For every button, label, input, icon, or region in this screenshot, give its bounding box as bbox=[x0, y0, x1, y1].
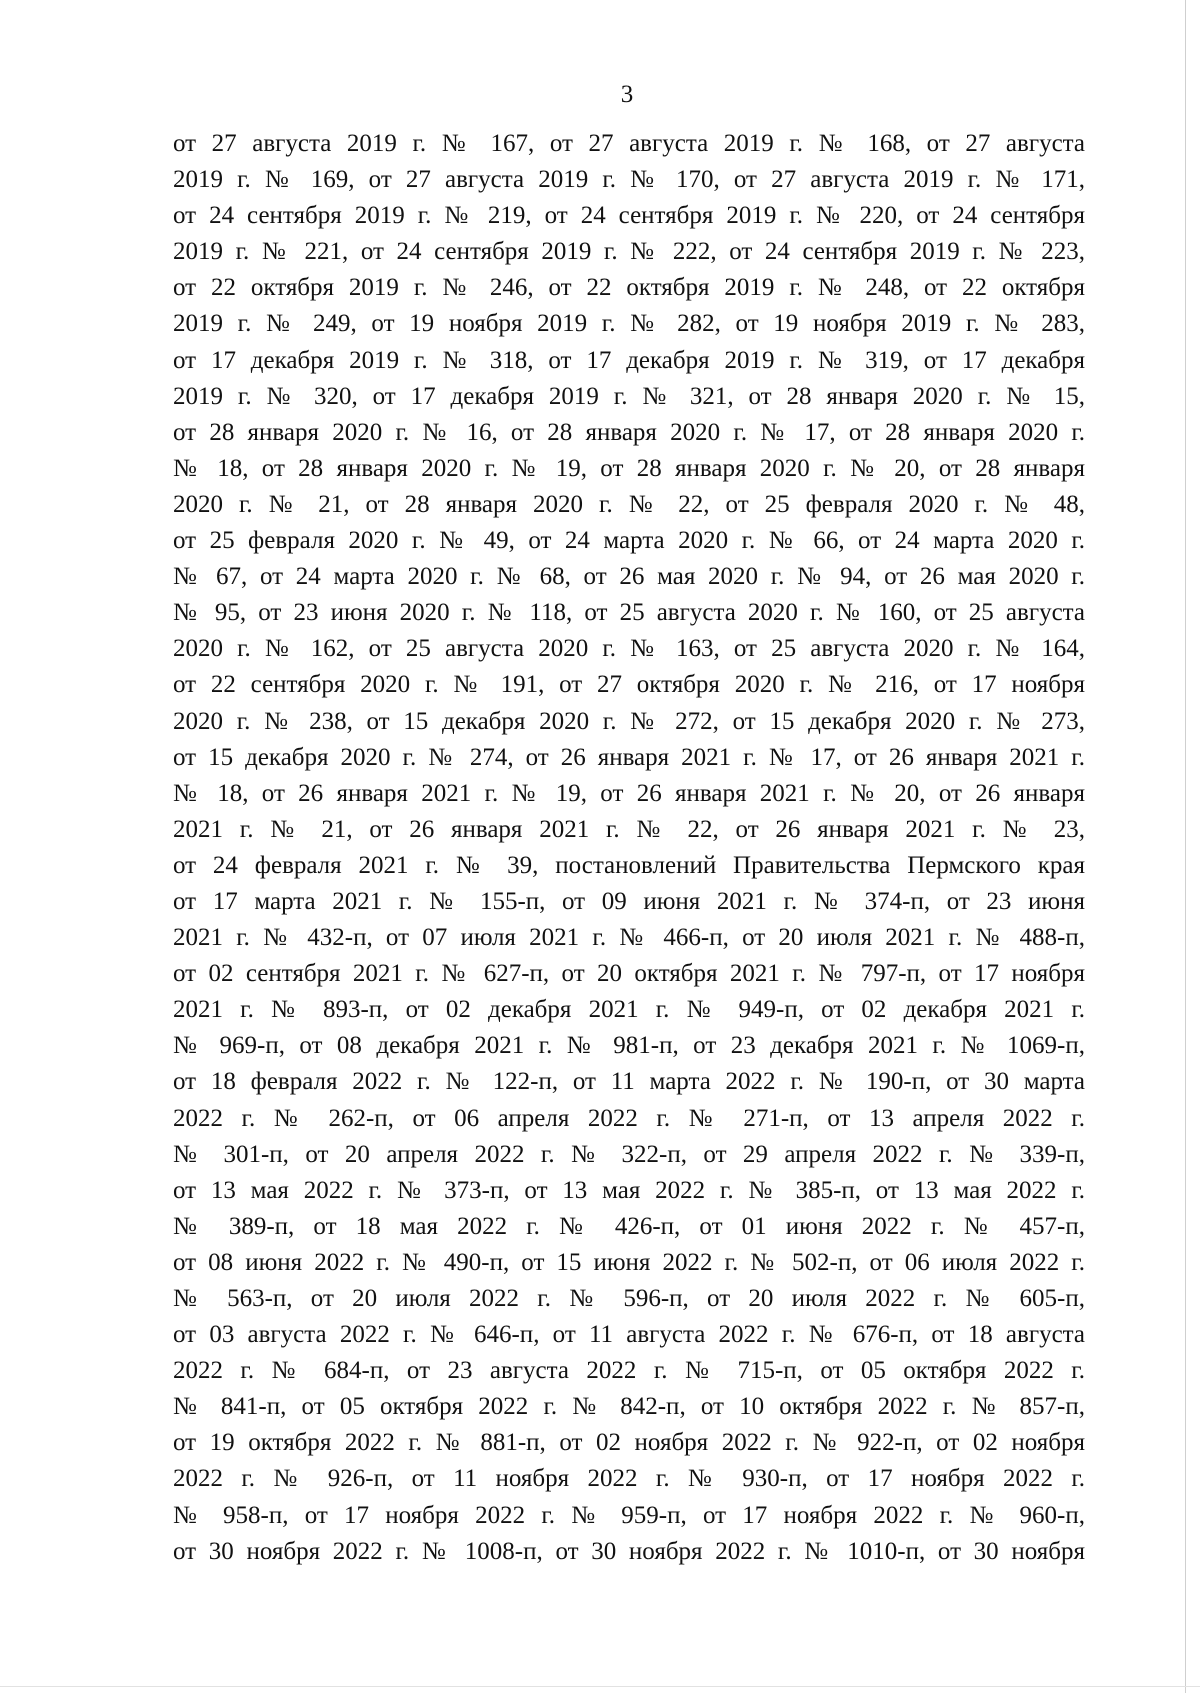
text-line: 2022 г. № 262-п, от 06 апреля 2022 г. № 271-п, от 13 апреля 2022 г. bbox=[173, 1104, 1085, 1132]
text-line: № 67, от 24 марта 2020 г. № 68, от 26 мая 2020 г. № 94, от 26 мая 2020 г. bbox=[173, 563, 1085, 591]
text-line: 2022 г. № 926-п, от 11 ноября 2022 г. № 930-п, от 17 ноября 2022 г. bbox=[173, 1465, 1085, 1493]
text-line: от 18 февраля 2022 г. № 122-п, от 11 марта 2022 г. № 190-п, от 30 марта bbox=[173, 1068, 1085, 1096]
text-line: от 24 февраля 2021 г. № 39, постановлений Правительства Пермского края bbox=[173, 851, 1085, 879]
page-number: 3 bbox=[620, 81, 634, 108]
text-line: от 17 марта 2021 г. № 155-п, от 09 июня 2021 г. № 374-п, от 23 июня bbox=[173, 887, 1085, 915]
text-line: № 95, от 23 июня 2020 г. № 118, от 25 августа 2020 г. № 160, от 25 августа bbox=[173, 599, 1085, 627]
text-line: 2020 г. № 238, от 15 декабря 2020 г. № 272, от 15 декабря 2020 г. № 273, bbox=[173, 707, 1085, 735]
text-line: от 02 сентября 2021 г. № 627-п, от 20 октября 2021 г. № 797-п, от 17 ноября bbox=[173, 960, 1085, 988]
body-text bbox=[173, 126, 1085, 1570]
scan-bottom-line bbox=[0, 1686, 1200, 1687]
text-line: 2019 г. № 221, от 24 сентября 2019 г. № 222, от 24 сентября 2019 г. № 223, bbox=[173, 238, 1085, 266]
text-line: от 19 октября 2022 г. № 881-п, от 02 ноября 2022 г. № 922-п, от 02 ноября bbox=[173, 1429, 1085, 1457]
text-line: от 13 мая 2022 г. № 373-п, от 13 мая 2022 г. № 385-п, от 13 мая 2022 г. bbox=[173, 1176, 1085, 1204]
text-line: от 28 января 2020 г. № 16, от 28 января 2020 г. № 17, от 28 января 2020 г. bbox=[173, 418, 1085, 446]
text-line: № 563-п, от 20 июля 2022 г. № 596-п, от 20 июля 2022 г. № 605-п, bbox=[173, 1285, 1085, 1312]
text-line: от 15 декабря 2020 г. № 274, от 26 января 2021 г. № 17, от 26 января 2021 г. bbox=[173, 743, 1085, 771]
text-line: от 30 ноября 2022 г. № 1008-п, от 30 ноября 2022 г. № 1010-п, от 30 ноября bbox=[173, 1537, 1085, 1565]
text-line: 2022 г. № 684-п, от 23 августа 2022 г. № 715-п, от 05 октября 2022 г. bbox=[173, 1357, 1085, 1385]
text-line: 2019 г. № 169, от 27 августа 2019 г. № 170, от 27 августа 2019 г. № 171, bbox=[173, 166, 1085, 194]
text-line: 2021 г. № 893-п, от 02 декабря 2021 г. № 949-п, от 02 декабря 2021 г. bbox=[173, 996, 1085, 1024]
text-line: 2020 г. № 162, от 25 августа 2020 г. № 163, от 25 августа 2020 г. № 164, bbox=[173, 635, 1085, 663]
text-line: № 301-п, от 20 апреля 2022 г. № 322-п, от 29 апреля 2022 г. № 339-п, bbox=[173, 1140, 1085, 1168]
text-line: 2021 г. № 21, от 26 января 2021 г. № 22, от 26 января 2021 г. № 23, bbox=[173, 815, 1085, 843]
text-line: № 841-п, от 05 октября 2022 г. № 842-п, от 10 октября 2022 г. № 857-п, bbox=[173, 1393, 1085, 1421]
text-line: от 25 февраля 2020 г. № 49, от 24 марта 2020 г. № 66, от 24 марта 2020 г. bbox=[173, 527, 1085, 555]
text-line: от 22 октября 2019 г. № 246, от 22 октября 2019 г. № 248, от 22 октября bbox=[173, 274, 1085, 302]
text-line: от 22 сентября 2020 г. № 191, от 27 октября 2020 г. № 216, от 17 ноября bbox=[173, 671, 1085, 699]
scan-edge-line bbox=[1185, 0, 1186, 1693]
text-line: от 24 сентября 2019 г. № 219, от 24 сентября 2019 г. № 220, от 24 сентября bbox=[173, 202, 1085, 230]
text-line: № 18, от 28 января 2020 г. № 19, от 28 января 2020 г. № 20, от 28 января bbox=[173, 454, 1085, 482]
text-line: № 389-п, от 18 мая 2022 г. № 426-п, от 01 июня 2022 г. № 457-п, bbox=[173, 1212, 1085, 1240]
text-line: № 18, от 26 января 2021 г. № 19, от 26 января 2021 г. № 20, от 26 января bbox=[173, 779, 1085, 807]
text-line: 2019 г. № 249, от 19 ноября 2019 г. № 282, от 19 ноября 2019 г. № 283, bbox=[173, 310, 1085, 338]
text-line: от 27 августа 2019 г. № 167, от 27 августа 2019 г. № 168, от 27 августа bbox=[173, 130, 1085, 157]
text-line: № 958-п, от 17 ноября 2022 г. № 959-п, от 17 ноября 2022 г. № 960-п, bbox=[173, 1501, 1085, 1529]
text-line: 2019 г. № 320, от 17 декабря 2019 г. № 321, от 28 января 2020 г. № 15, bbox=[173, 382, 1085, 410]
text-line: от 17 декабря 2019 г. № 318, от 17 декабря 2019 г. № 319, от 17 декабря bbox=[173, 346, 1085, 374]
text-line: 2021 г. № 432-п, от 07 июля 2021 г. № 466-п, от 20 июля 2021 г. № 488-п, bbox=[173, 924, 1085, 952]
text-line: от 03 августа 2022 г. № 646-п, от 11 августа 2022 г. № 676-п, от 18 августа bbox=[173, 1321, 1085, 1349]
text-line: 2020 г. № 21, от 28 января 2020 г. № 22, от 25 февраля 2020 г. № 48, bbox=[173, 490, 1085, 518]
text-line: от 08 июня 2022 г. № 490-п, от 15 июня 2022 г. № 502-п, от 06 июля 2022 г. bbox=[173, 1248, 1085, 1276]
text-line: № 969-п, от 08 декабря 2021 г. № 981-п, от 23 декабря 2021 г. № 1069-п, bbox=[173, 1032, 1085, 1060]
